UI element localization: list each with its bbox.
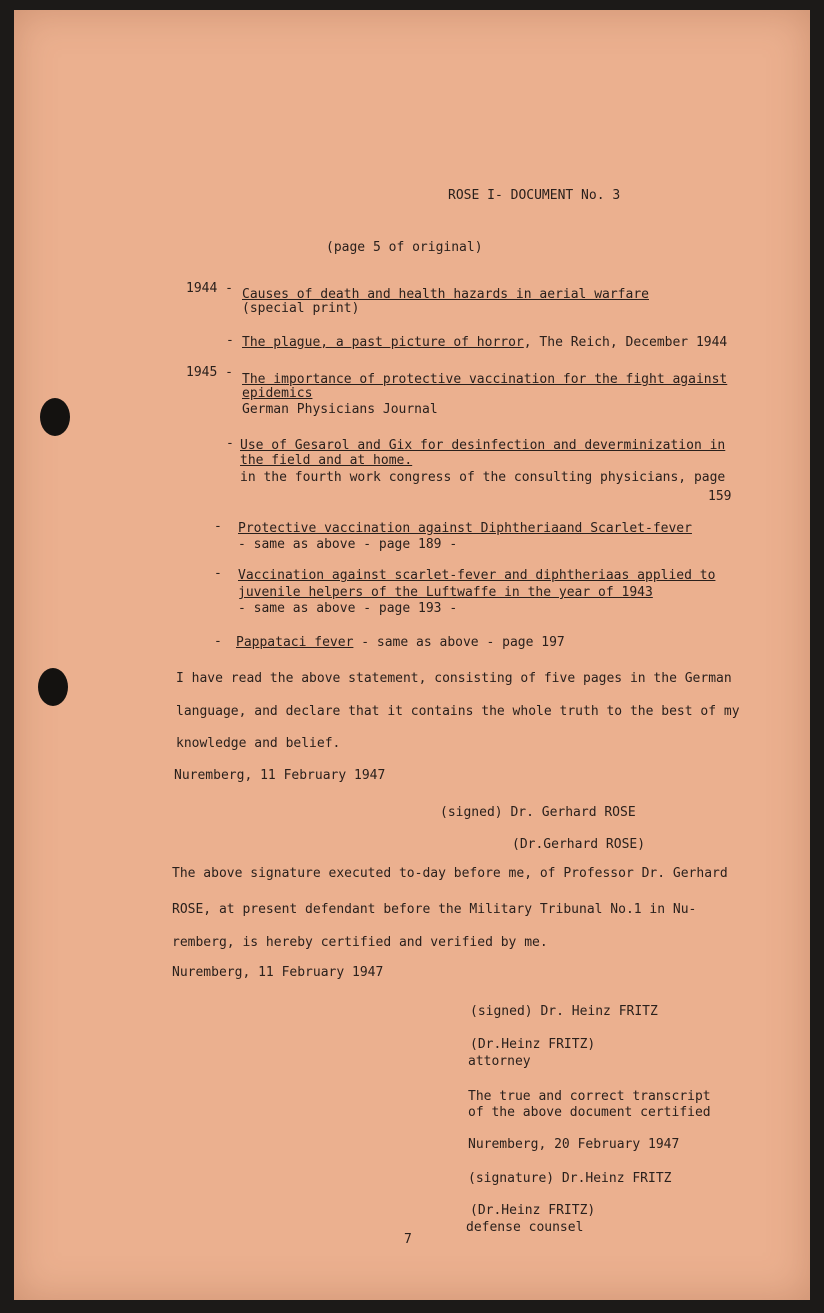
signature-name: (Dr.Heinz FRITZ) <box>470 1037 596 1052</box>
entry-title-cont: juvenile helpers of the Luftwaffe in the year of 1943 <box>238 585 653 600</box>
entry-detail: German Physicians Journal <box>242 402 438 417</box>
entry-title: Pappataci fever <box>236 635 354 650</box>
page-of-original: (page 5 of original) <box>326 240 483 255</box>
place-date: Nuremberg, 11 February 1947 <box>172 965 384 980</box>
entry-detail: - same as above - page 193 - <box>238 601 458 616</box>
place-date: Nuremberg, 11 February 1947 <box>174 768 386 783</box>
transcript-line: of the above document certified <box>468 1105 711 1120</box>
entry-detail: in the fourth work congress of the consulting physicians, page <box>240 470 726 485</box>
entry-title: Causes of death and health hazards in aerial warfare <box>242 287 649 302</box>
document-header: ROSE I- DOCUMENT No. 3 <box>448 188 621 203</box>
entry-title: Protective vaccination against Diphtheriaand Scarlet-fever <box>238 521 692 536</box>
entry-line <box>242 335 727 351</box>
entry-line <box>236 635 565 651</box>
statement-line: knowledge and belief. <box>176 736 341 751</box>
transcript-line: The true and correct transcript <box>468 1089 711 1104</box>
entry-detail: - same as above - page 197 <box>353 635 565 650</box>
entry-dash: - <box>226 436 234 451</box>
entry-detail: , The Reich, December 1944 <box>523 335 728 350</box>
statement-line: language, and declare that it contains the whole truth to the best of my <box>176 704 740 719</box>
entry-dash: - <box>214 566 222 581</box>
certification-line: ROSE, at present defendant before the Military Tribunal No.1 in Nu- <box>172 902 697 917</box>
entry-title: Use of Gesarol and Gix for desinfection and deverminization in <box>240 438 726 453</box>
entry-title: The plague, a past picture of horror <box>242 335 524 350</box>
punch-hole <box>38 668 68 706</box>
signature-signed: (signed) Dr. Heinz FRITZ <box>470 1004 658 1019</box>
entry-title-cont: the field and at home. <box>240 453 413 468</box>
punch-hole <box>40 398 70 436</box>
entry-dash: - <box>214 519 222 534</box>
signature-signed: (signed) Dr. Gerhard ROSE <box>440 805 636 820</box>
signature-role: attorney <box>468 1054 531 1069</box>
entry-dash: - <box>226 333 234 348</box>
signature-signed: (signature) Dr.Heinz FRITZ <box>468 1171 672 1186</box>
entry-detail: - same as above - page 189 - <box>238 537 458 552</box>
entry-title-cont: epidemics <box>242 386 313 401</box>
signature-role: defense counsel <box>466 1220 584 1235</box>
entry-year: 1945 - <box>186 365 233 380</box>
entry-year: 1944 - <box>186 281 233 296</box>
entry-title: The importance of protective vaccination for the fight against <box>242 372 728 387</box>
entry-detail-page: 159 <box>708 489 732 504</box>
certification-line: The above signature executed to-day before me, of Professor Dr. Gerhard <box>172 866 728 881</box>
statement-line: I have read the above statement, consisting of five pages in the German <box>176 671 732 686</box>
place-date: Nuremberg, 20 February 1947 <box>468 1137 680 1152</box>
entry-dash: - <box>214 634 222 649</box>
entry-detail: (special print) <box>242 301 360 316</box>
certification-line: remberg, is hereby certified and verified by me. <box>172 935 548 950</box>
signature-name: (Dr.Heinz FRITZ) <box>470 1203 596 1218</box>
signature-name: (Dr.Gerhard ROSE) <box>512 837 646 852</box>
entry-title: Vaccination against scarlet-fever and diphtheriaas applied to <box>238 568 716 583</box>
page-number: 7 <box>404 1232 412 1247</box>
